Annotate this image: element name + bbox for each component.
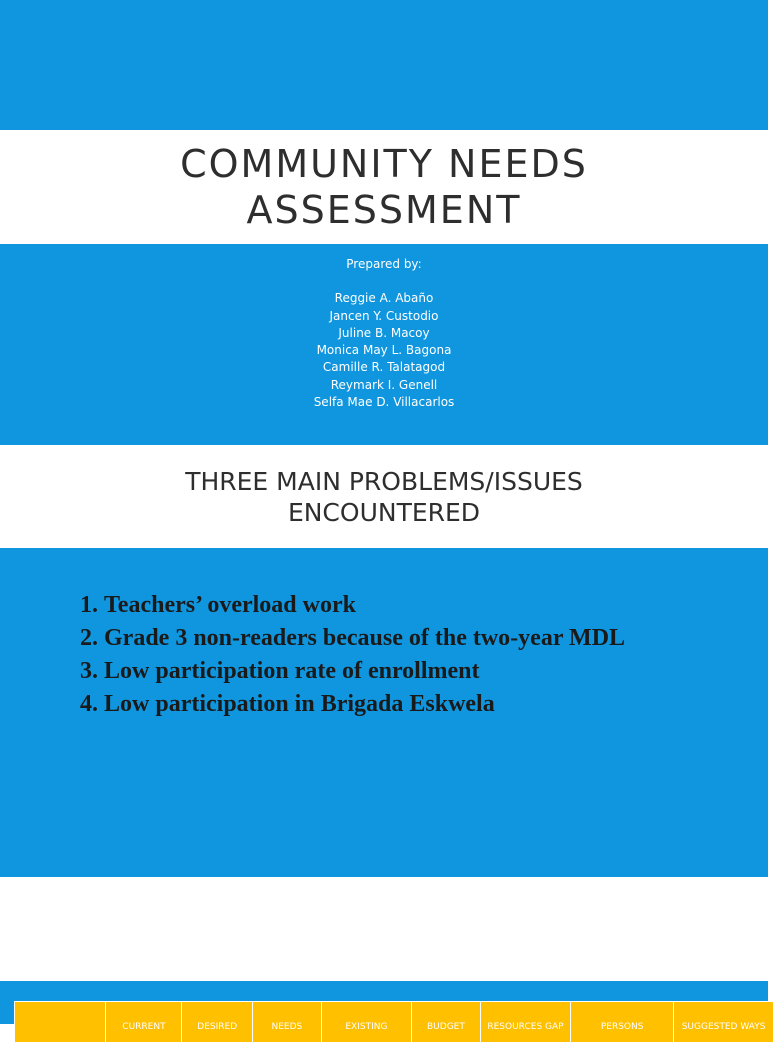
author-name: Reggie A. Abaño — [334, 291, 434, 306]
problems-list — [80, 589, 625, 721]
needs-table — [14, 1001, 774, 1043]
list-item-number: 4. — [80, 691, 98, 717]
author-name: Selfa Mae D. Villacarlos — [313, 395, 455, 410]
author-name: Monica May L. Bagona — [316, 343, 452, 358]
list-item — [80, 688, 625, 721]
list-item — [80, 622, 625, 655]
table-header-row — [15, 1002, 774, 1043]
column-header: CURRENT — [106, 1002, 182, 1043]
credits — [0, 256, 768, 411]
list-item-text: Low participation in Brigada Eskwela — [104, 691, 495, 717]
list-item-text: Grade 3 non-readers because of the two-year MDL — [104, 625, 626, 651]
column-header: EXISTING — [321, 1002, 411, 1043]
credits-band — [0, 244, 768, 445]
list-item-number: 1. — [80, 592, 98, 618]
problems-band — [0, 548, 768, 877]
list-item — [80, 589, 625, 622]
author-name: Camille R. Talatagod — [322, 360, 446, 375]
list-item-text: Low participation rate of enrollment — [104, 658, 480, 684]
column-header: PERSONS — [571, 1002, 674, 1043]
white-gap — [0, 877, 768, 981]
column-header: SUGGESTED WAYS — [674, 1002, 774, 1043]
list-item-number: 2. — [80, 625, 98, 651]
table-band — [0, 981, 768, 1032]
author-name: Jancen Y. Custodio — [329, 308, 439, 323]
author-name: Juline B. Macoy — [338, 325, 430, 340]
list-item-number: 3. — [80, 658, 98, 684]
top-blue-band — [0, 0, 768, 130]
column-header — [15, 1002, 106, 1043]
section-title: THREE MAIN PROBLEMS/ISSUES ENCOUNTERED — [185, 466, 583, 527]
title-band — [0, 130, 768, 244]
column-header: DESIRED — [182, 1002, 253, 1043]
author-name: Reymark I. Genell — [330, 377, 438, 392]
list-item-text: Teachers’ overload work — [104, 592, 356, 618]
document-title: COMMUNITY NEEDS ASSESSMENT — [180, 142, 588, 232]
section-heading-band — [0, 445, 768, 548]
list-item — [80, 655, 625, 688]
column-header: NEEDS — [253, 1002, 322, 1043]
column-header: BUDGET — [412, 1002, 481, 1043]
prepared-by-label: Prepared by: — [346, 257, 422, 271]
column-header: RESOURCES GAP — [480, 1002, 570, 1043]
